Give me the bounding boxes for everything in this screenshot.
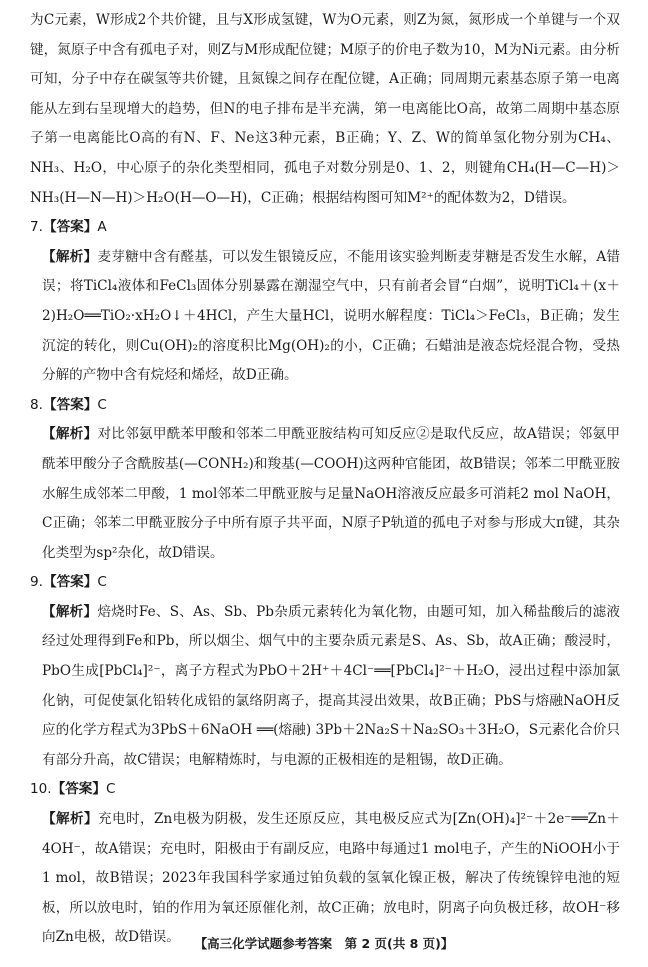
question-number: 8. bbox=[30, 396, 43, 413]
answer-value: C bbox=[97, 396, 107, 413]
answer-tag: 【答案】 bbox=[42, 396, 98, 413]
analysis-text: 充电时，Zn电极为阴极，发生还原反应，其电极反应式为[Zn(OH)₄]²⁻＋2e⁻══Zn＋4OH⁻，故A错误；充电时，阳极由于有副反应，电路中每通过1 mol电子，产生的NiOOH小于1 mol，故B错误；2023年我国科学家通过铂负载的氢氧化镍正极，解决了传统镍锌电池的短板，所以放电时，铂的作用为氧还原催化剂，故C正确；放电时，阴离子向负极迁移，故OH⁻移向Zn电极，故D错误。 bbox=[42, 811, 621, 946]
question-number: 7. bbox=[30, 219, 43, 236]
answer-tag: 【答案】 bbox=[42, 574, 98, 591]
question-7 bbox=[30, 213, 620, 391]
analysis-text: 麦芽糖中含有醛基，可以发生银镜反应，不能用该实验判断麦芽糖是否发生水解，A错误；将TiCl₄液体和FeCl₃固体分别暴露在潮湿空气中，只有前者会冒“白烟”，说明TiCl₄＋(x＋2)H₂O══TiO₂·xH₂O↓＋4HCl，产生大量HCl，说明水解程度：TiCl₄＞FeCl₃，B正确；发生沉淀的转化，则Cu(OH)₂的溶度积比Mg(OH)₂的小，C正确；石蜡油是液态烷烃混合物，受热分解的产物中含有烷烃和烯烃，故D正确。 bbox=[42, 248, 620, 384]
answer-value: A bbox=[97, 219, 107, 236]
page-footer: 【高三化学试题参考答案 第 2 页(共 8 页)】 bbox=[194, 936, 454, 951]
answer-tag: 【答案】 bbox=[51, 781, 106, 798]
question-6-analysis-continued: 为C元素，W形成2个共价键，且与X形成氢键，W为O元素，则Z为氮，氮形成一个单键与一个双键，氮原子中含有孤电子对，则Z与M形成配位键；M原子的价电子数为10，M为Ni元素。由分析可知，分子中存在碳氢等共价键，且氮镍之间存在配位键，A正确；同周期元素基态原子第一电离能从左到右呈现增大的趋势，但N的电子排布是半充满，第一电离能比O高，故第二周期中基态原子第一电离能比O高的有N、F、Ne这3种元素，B正确；Y、Z、W的简单氢化物分别为CH₄、NH₃、H₂O，中心原子的杂化类型相同，孤电子对数分别是0、1、2，则键角CH₄(H—C—H)＞NH₃(H—N—H)＞H₂O(H—O—H)，C正确；根据结构图可知M²⁺的配体数为2，D错误。 bbox=[30, 12, 620, 206]
answer-tag: 【答案】 bbox=[42, 219, 98, 236]
answer-value: C bbox=[106, 781, 116, 798]
question-9 bbox=[30, 568, 620, 775]
analysis-tag: 【解析】 bbox=[42, 603, 98, 620]
analysis-tag: 【解析】 bbox=[42, 811, 99, 828]
page-content bbox=[30, 6, 620, 953]
question-10 bbox=[30, 775, 620, 953]
analysis-text: 对比邻氨甲酰苯甲酸和邻苯二甲酰亚胺结构可知反应②是取代反应，故A错误；邻氨甲酰苯甲酸分子含酰胺基(—CONH₂)和羧基(—COOH)这两种官能团，故B错误；邻苯二甲酰亚胺水解生成邻苯二甲酸，1 mol邻苯二甲酰亚胺与足量NaOH溶液反应最多可消耗2 mol NaOH，C正确；邻苯二甲酰亚胺分子中所有原子共平面，N原子P轨道的孤电子对参与形成大π键，其杂化类型为sp²杂化，故D错误。 bbox=[42, 426, 620, 561]
question-number: 9. bbox=[30, 574, 43, 591]
analysis-text: 焙烧时Fe、S、As、Sb、Pb杂质元素转化为氧化物，由题可知，加入稀盐酸后的滤液经过处理得到Fe和Pb，所以烟尘、烟气中的主要杂质元素是S、As、Sb，故A正确；酸浸时，PbO生成[PbCl₄]²⁻，离子方程式为PbO＋2H⁺＋4Cl⁻══[PbCl₄]²⁻＋H₂O，浸出过程中添加氯化钠，可促使氯化铅转化成铅的氯络阴离子，提高其浸出效果，故B正确；PbS与熔融NaOH反应的化学方程式为3PbS＋6NaOH ══(熔融) 3Pb＋2Na₂S＋Na₂SO₃＋3H₂O，S元素化合价只有部分升高，故C错误；电解精炼时，与电源的正极相连的是粗锡，故D正确。 bbox=[42, 603, 621, 768]
question-number: 10. bbox=[30, 781, 52, 798]
answer-value: C bbox=[97, 574, 107, 591]
question-8 bbox=[30, 391, 620, 569]
analysis-tag: 【解析】 bbox=[42, 248, 98, 265]
analysis-tag: 【解析】 bbox=[42, 426, 98, 443]
